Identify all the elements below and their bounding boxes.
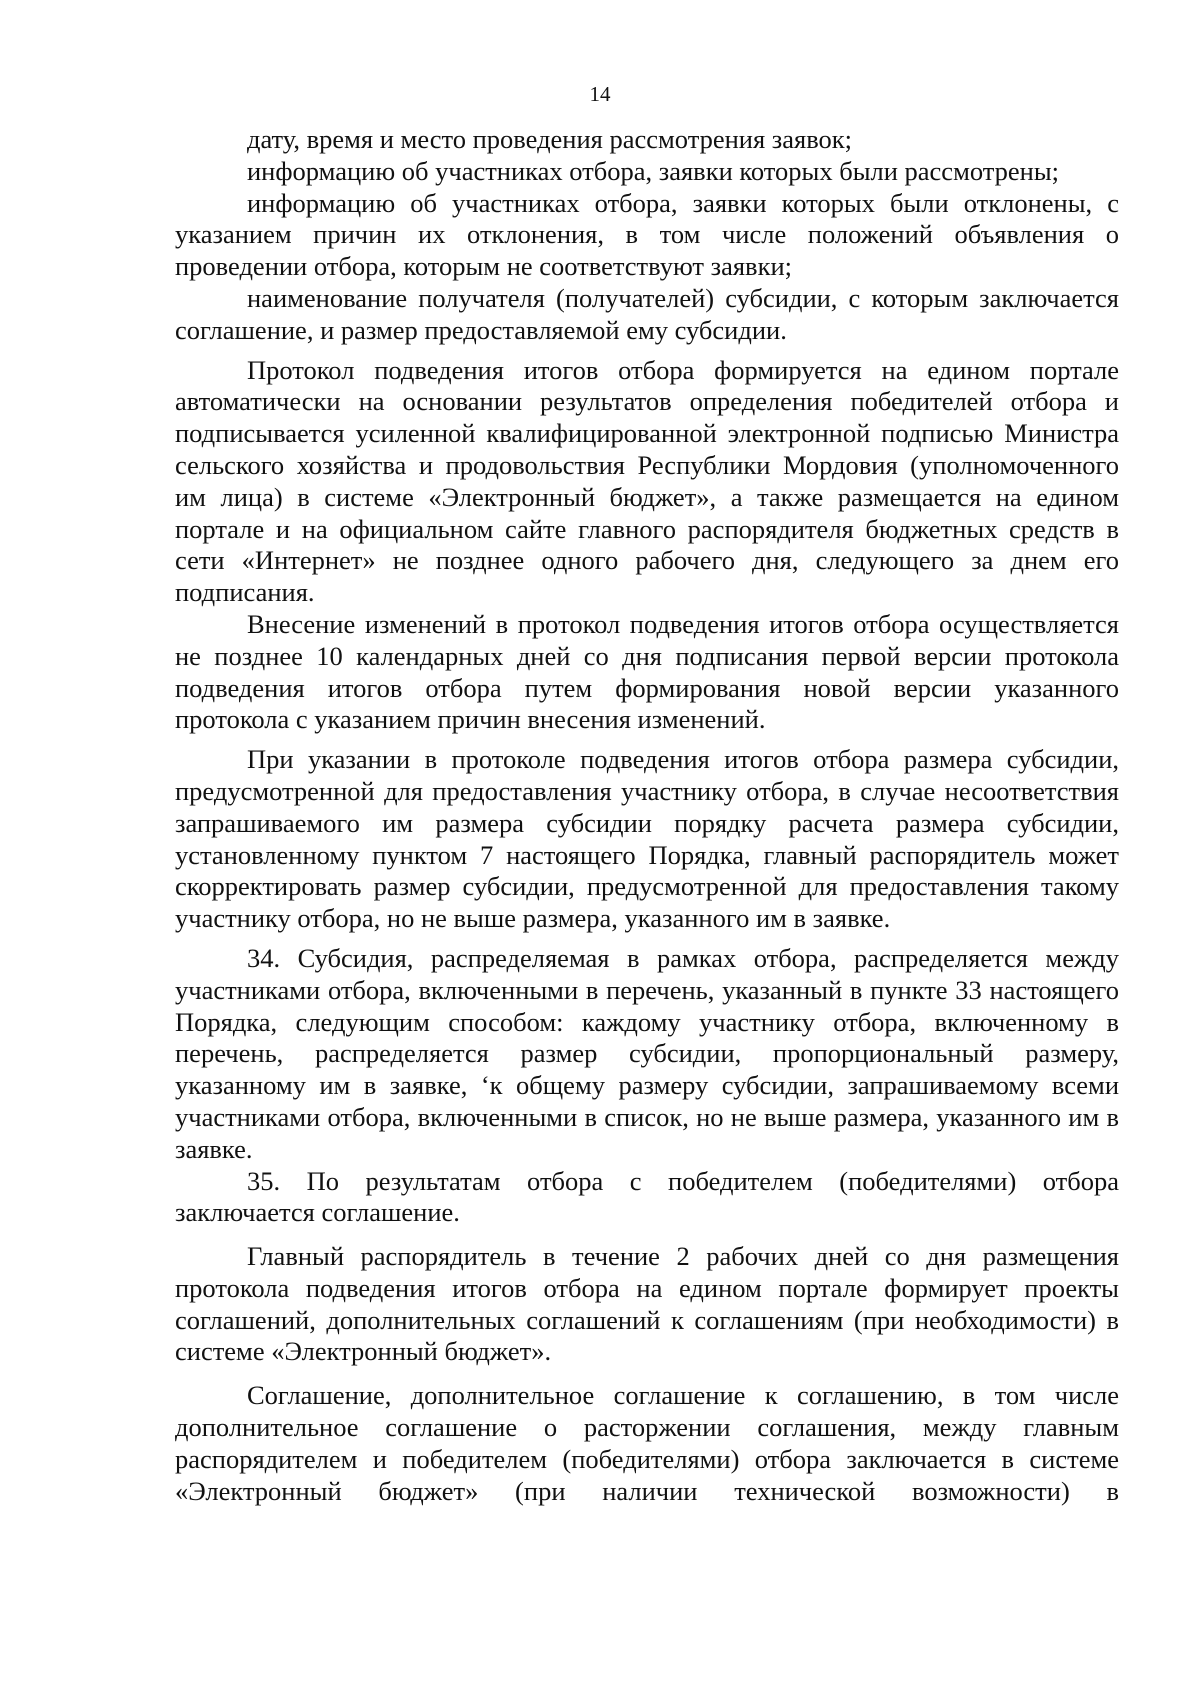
paragraph: информацию об участниках отбора, заявки которых были рассмотрены;: [247, 155, 1060, 186]
page-number: 14: [589, 82, 611, 106]
paragraph: Протокол подведения итогов отбора формируется на едином портале автоматически на основании результатов определения победителей отбора и подписывается усиленной квалифицированной электронной подписью Министра сельского хозяйства и продовольствия Республики Мордовия (уполномоченного им лица) в системе «Электронный бюджет», а также размещается на едином портале и на официальном сайте главного распорядителя бюджетных средств в сети «Интернет» не позднее одного рабочего дня, следующего за днем его подписания.: [175, 354, 1119, 608]
paragraph: наименование получателя (получателей) субсидии, с которым заключается соглашение, и размер предоставляемой ему субсидии.: [175, 282, 1119, 345]
paragraph: Соглашение, дополнительное соглашение к соглашению, в том числе дополнительное соглашение о расторжении соглашения, между главным распорядителем и победителем (победителями) отбора заключается в системе «Электронный бюджет» (при наличии технической возможности) в: [175, 1380, 1119, 1506]
paragraph: Внесение изменений в протокол подведения итогов отбора осуществляется не позднее 10 календарных дней со дня подписания первой версии протокола подведения итогов отбора путем формирования новой версии указанного протокола с указанием причин внесения изменений.: [175, 608, 1119, 735]
paragraph: 34. Субсидия, распределяемая в рамках отбора, распределяется между участниками отбора, включенными в перечень, указанный в пункте 33 настоящего Порядка, следующим способом: каждому участнику отбора, включенному в перечень, распределяется размер субсидии, пропорциональный размеру, указанному им в заявке, ‘к общему размеру субсидии, запрашиваемому всеми участниками отбора, включенными в список, но не выше размера, указанного им в заявке.: [175, 942, 1119, 1164]
paragraph: 35. По результатам отбора с победителем (победителями) отбора заключается соглашение.: [175, 1165, 1119, 1228]
paragraph: информацию об участниках отбора, заявки которых были отклонены, с указанием причин их отклонения, в том числе положений объявления о проведении отбора, которым не соответствуют заявки;: [175, 187, 1119, 282]
paragraph: При указании в протоколе подведения итогов отбора размера субсидии, предусмотренной для предоставления участнику отбора, в случае несоответствия запрашиваемого им размера субсидии порядку расчета размера субсидии, установленному пунктом 7 настоящего Порядка, главный распорядитель может скорректировать размер субсидии, предусмотренной для предоставления такому участнику отбора, но не выше размера, указанного им в заявке.: [175, 744, 1119, 934]
paragraph: Главный распорядитель в течение 2 рабочих дней со дня размещения протокола подведения итогов отбора на едином портале формирует проекты соглашений, дополнительных соглашений к соглашениям (при необходимости) в системе «Электронный бюджет».: [175, 1241, 1119, 1367]
paragraph: дату, время и место проведения рассмотрения заявок;: [247, 124, 853, 154]
document-body: [175, 124, 1119, 1507]
